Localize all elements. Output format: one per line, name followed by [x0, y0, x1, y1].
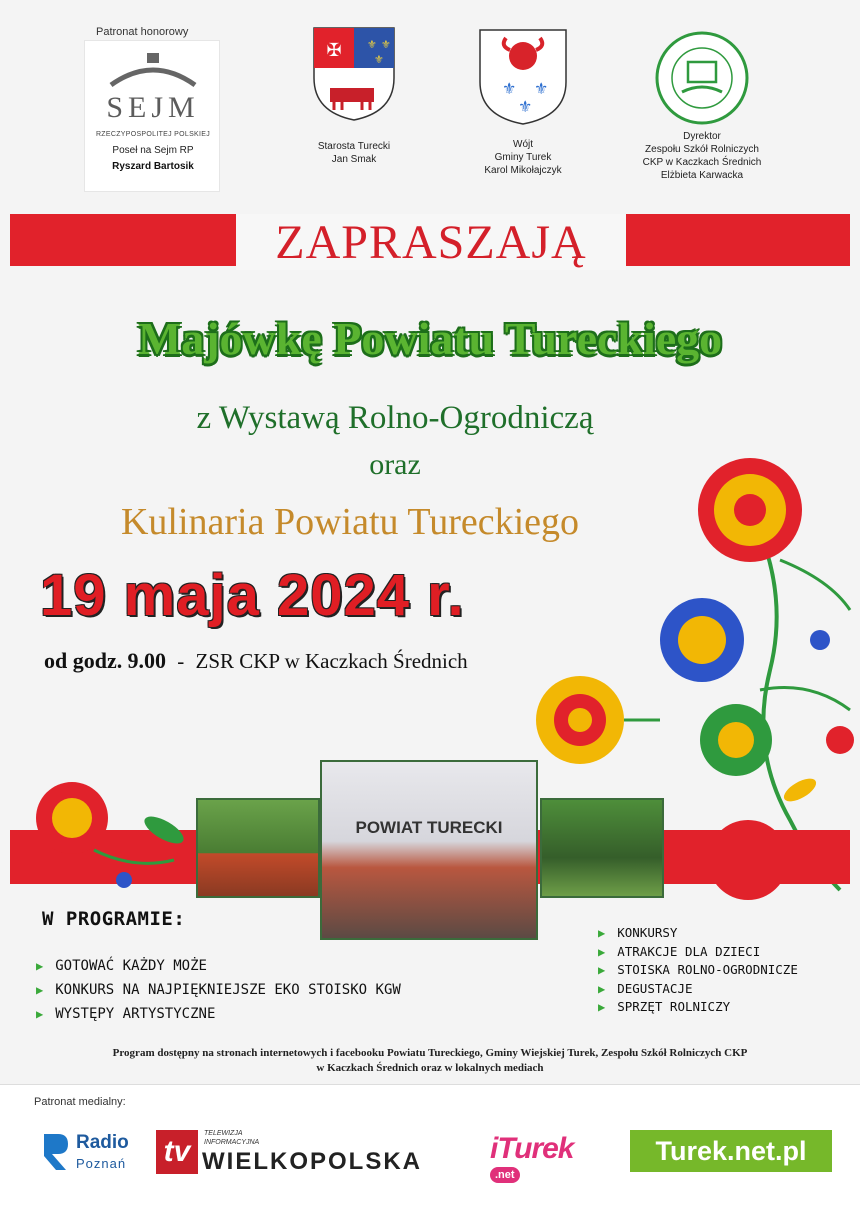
arrow-icon: ▶ [598, 1000, 606, 1014]
sejm-logo-sub: RZECZYPOSPOLITEJ POLSKIEJ [95, 131, 211, 138]
iturek-main: iTurek [490, 1132, 574, 1165]
program-left-list [36, 954, 401, 1026]
list-item [598, 943, 798, 962]
group-photo [320, 760, 538, 940]
tv-mark: tv [156, 1130, 198, 1174]
dyrektor-line2: Zespołu Szkół Rolniczych [645, 144, 759, 155]
dyrektor-line3: CKP w Kaczkach Średnich [642, 157, 762, 168]
tv-small2: INFORMACYJNA [204, 1139, 260, 1146]
time-sep: - [177, 649, 185, 673]
dyrektor-line4: Elżbieta Karwacka [660, 170, 744, 181]
tv-wielkopolska-logo [156, 1130, 472, 1176]
wojt-caption [450, 138, 596, 177]
event-title: Majówkę Powiatu Tureckiego [137, 313, 723, 364]
event-time-line [44, 648, 468, 674]
event-place: ZSR CKP w Kaczkach Średnich [195, 649, 468, 673]
iturek-suffix: .net [490, 1167, 520, 1183]
starosta-line2: Jan Smak [331, 154, 377, 165]
wojt-line1: Wójt [513, 139, 533, 150]
starosta-caption [290, 140, 418, 166]
arrow-icon: ▶ [36, 1007, 44, 1021]
dyrektor-caption [606, 130, 798, 182]
svg-text:⚜: ⚜ [502, 81, 517, 98]
arrow-icon: ▶ [598, 981, 606, 996]
sejm-patron-card [84, 40, 220, 192]
arrow-icon: ▶ [598, 926, 606, 940]
folk-flower-yellow-icon [520, 670, 660, 770]
program-item-text: SPRZĘT ROLNICZY [617, 999, 731, 1014]
gmina-crest-icon [478, 28, 568, 126]
program-header: W PROGRAMIE: [42, 908, 186, 930]
event-subtitle: z Wystawą Rolno-Ogrodniczą [196, 400, 594, 436]
tv-name: WIELKOPOLSKA [202, 1148, 422, 1175]
dyrektor-line1: Dyrektor [683, 131, 721, 142]
event-kulinaria: Kulinaria Powiatu Tureckiego [120, 501, 580, 543]
arrow-icon: ▶ [598, 944, 606, 959]
wojt-line3: Karol Mikołajczyk [484, 165, 562, 176]
program-right-list [598, 924, 798, 1017]
sejm-logo-word: SEJM [106, 91, 200, 124]
iturek-logo [490, 1132, 606, 1181]
powiat-crest-icon [312, 26, 396, 122]
patron-header: Patronat honorowy [96, 26, 189, 38]
sejm-role: Poseł na Sejm RP [112, 145, 194, 156]
program-item-text: KONKURS NA NAJPIĘKNIEJSZE EKO STOISKO KGW [55, 982, 401, 998]
school-badge-icon [654, 30, 750, 126]
list-item [598, 961, 798, 980]
list-item [36, 1002, 401, 1026]
svg-text:⚜: ⚜ [381, 39, 391, 51]
program-item-text: GOTOWAĆ KAŻDY MOŻE [55, 958, 207, 974]
garden-photo [540, 798, 664, 898]
program-item-text: DEGUSTACJE [617, 980, 693, 996]
media-header: Patronat medialny: [34, 1096, 126, 1108]
program-item-text: KONKURSY [617, 925, 678, 940]
event-time: 9.00 [127, 648, 166, 673]
sejm-name: Ryszard Bartosik [112, 161, 194, 172]
radio-poznan-logo [40, 1130, 140, 1174]
svg-text:✠: ✠ [326, 40, 342, 60]
time-prefix: od godz. [44, 648, 123, 673]
svg-text:⚜: ⚜ [374, 54, 384, 66]
program-info-note [30, 1046, 830, 1076]
radio-r-icon [40, 1132, 70, 1172]
tv-small1: TELEWIZJA [204, 1130, 243, 1137]
list-item [36, 978, 401, 1002]
photo-banner-text: POWIAT TURECKI [355, 818, 503, 837]
sejm-arc-icon [103, 49, 203, 89]
event-date: 19 maja 2024 r. [40, 563, 465, 628]
list-item [598, 998, 798, 1017]
arrow-icon: ▶ [36, 983, 44, 997]
tureknet-logo: Turek.net.pl [630, 1130, 832, 1172]
note-line2: w Kaczkach Średnich oraz w lokalnych mediach [316, 1062, 544, 1074]
svg-text:⚜: ⚜ [534, 81, 549, 98]
program-item-text: ATRAKCJE DLA DZIECI [617, 943, 761, 959]
svg-text:⚜: ⚜ [518, 99, 533, 116]
arrow-icon: ▶ [36, 959, 44, 973]
machinery-photo [196, 798, 320, 898]
program-item-text: STOISKA ROLNO-OGRODNICZE [617, 962, 798, 977]
arrow-icon: ▶ [598, 963, 606, 977]
starosta-line1: Starosta Turecki [317, 141, 391, 152]
folk-flower-left-icon [24, 770, 204, 910]
invite-heading: ZAPRASZAJĄ [236, 214, 626, 270]
note-line1: Program dostępny na stronach internetowych i facebooku Powiatu Tureckiego, Gminy Wiejskiej Turek, Zespołu Szkół Rolniczych CKP [112, 1047, 748, 1059]
list-item [36, 954, 401, 978]
event-oraz: oraz [369, 448, 421, 481]
program-item-text: WYSTĘPY ARTYSTYCZNE [55, 1006, 216, 1022]
wojt-line2: Gminy Turek [494, 152, 552, 163]
radio-line2: Poznań [76, 1156, 127, 1171]
list-item [598, 924, 798, 943]
svg-text:⚜: ⚜ [367, 39, 377, 51]
list-item [598, 980, 798, 999]
radio-line1: Radio [76, 1132, 129, 1153]
